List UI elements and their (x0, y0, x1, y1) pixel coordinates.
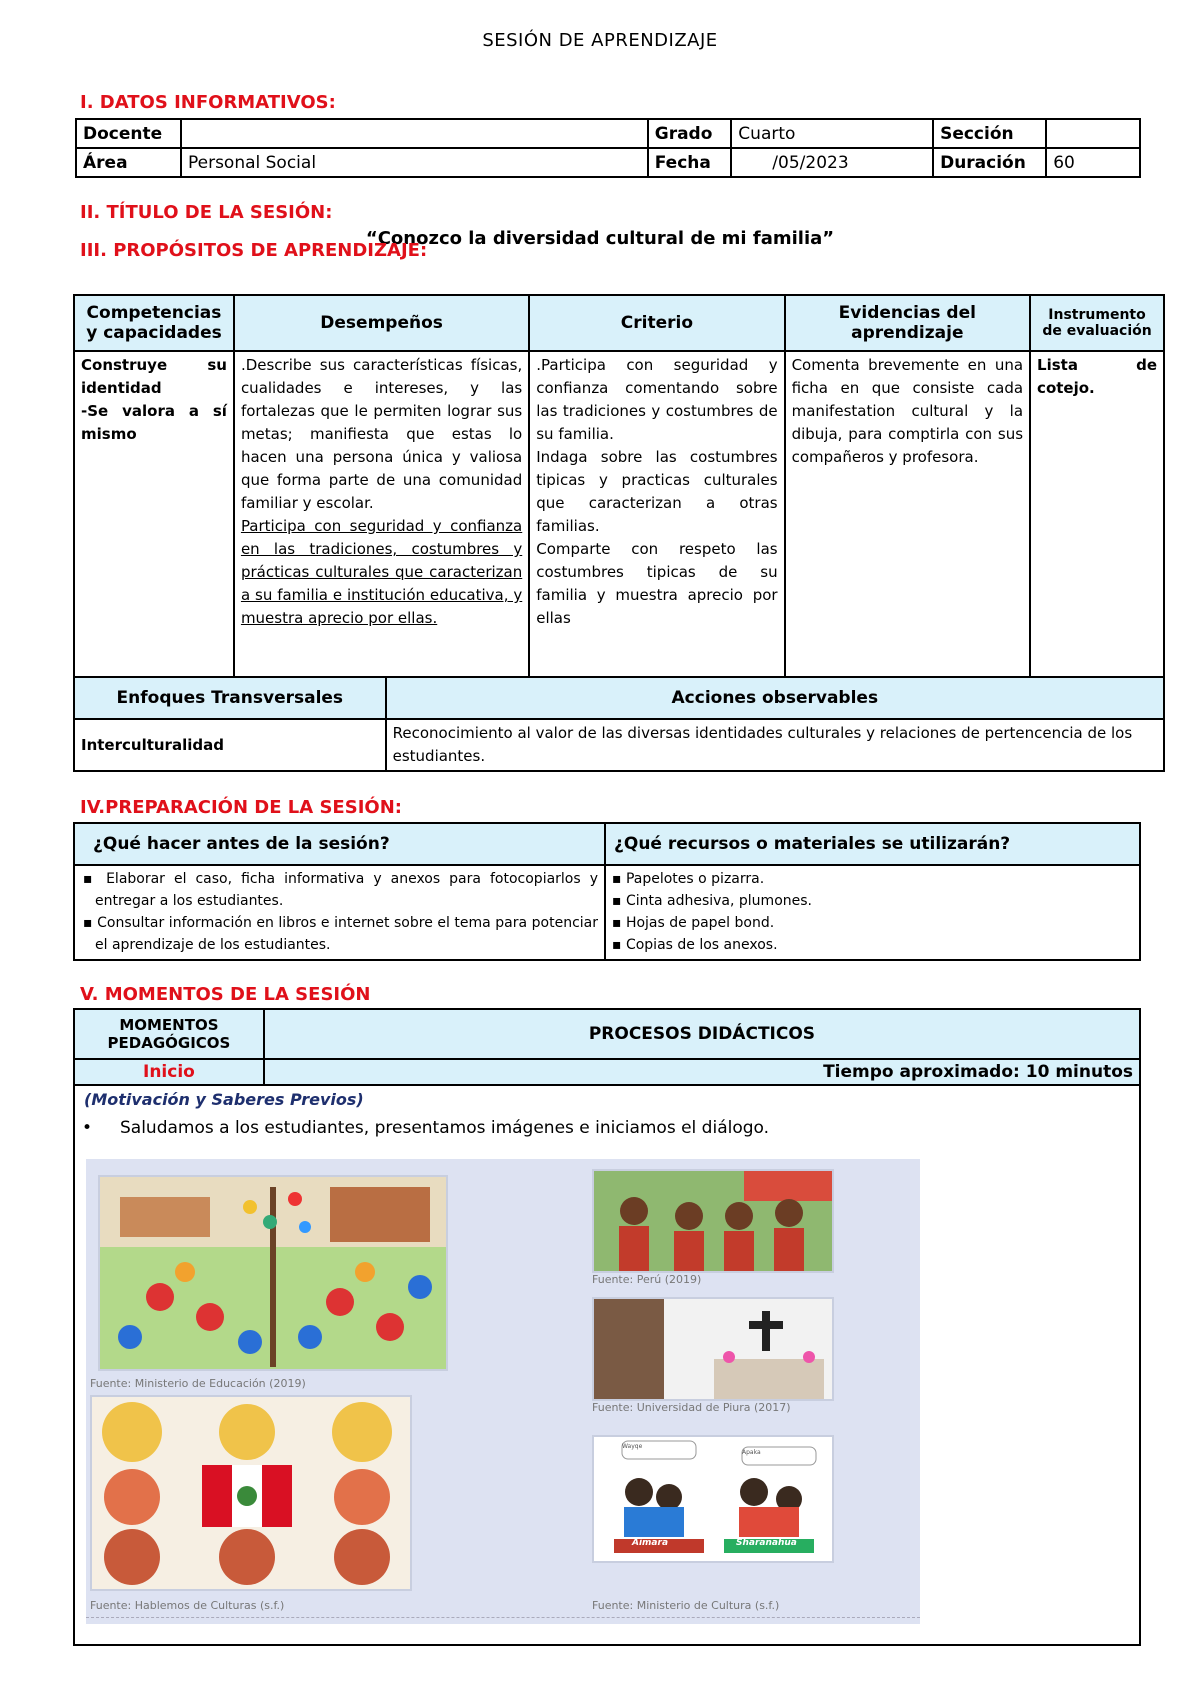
section-1-heading: I. DATOS INFORMATIVOS: (80, 92, 336, 113)
caption-2: Fuente: Perú (2019) (592, 1273, 702, 1286)
area-value: Personal Social (181, 148, 648, 177)
area-label: Área (76, 148, 181, 177)
acciones-cell: Reconocimiento al valor de las diversas identidades culturales y relaciones de pertencencia de los estudiantes. (386, 719, 1164, 771)
people-photo (592, 1169, 834, 1273)
motivacion-label: (Motivación y Saberes Previos) (84, 1090, 364, 1109)
speech-bubble-1: Wayqe (622, 1443, 643, 1450)
competencia-text: Construye su identidad (81, 356, 227, 397)
header-instrumento: Instrumento de evaluación (1030, 295, 1164, 351)
caption-1: Fuente: Ministerio de Educación (2019) (90, 1377, 306, 1390)
session-title: “Conozco la diversidad cultural de mi familia” (365, 228, 835, 249)
language-illustration (592, 1435, 834, 1563)
criterio-1: .Participa con seguridad y confianza comentando sobre las tradiciones y costumbres de su familia. (536, 356, 778, 443)
instrumento-cell: Lista de cotejo. (1030, 351, 1164, 677)
inicio-bullet: • Saludamos a los estudiantes, presentamos imágenes e iniciamos el diálogo. (82, 1118, 770, 1138)
caption-4: Fuente: Hablemos de Culturas (s.f.) (90, 1599, 285, 1612)
datos-informativos-table (75, 118, 1141, 178)
header-criterio: Criterio (529, 295, 784, 351)
recursos-cell (605, 865, 1140, 960)
header-desempenos: Desempeños (234, 295, 529, 351)
festival-illustration (98, 1175, 448, 1371)
tiempo-label: Tiempo aproximado: 10 minutos (264, 1059, 1140, 1085)
fecha-label: Fecha (648, 148, 732, 177)
label-sharanahua: Sharanahua (736, 1538, 797, 1548)
section-2-heading: II. TÍTULO DE LA SESIÓN: (80, 202, 333, 223)
competencias-cell (74, 351, 234, 677)
grado-value: Cuarto (731, 119, 933, 148)
header-antes: ¿Qué hacer antes de la sesión? (74, 823, 605, 865)
criterio-cell (529, 351, 784, 677)
enfoques-table (73, 676, 1165, 772)
recurso-item-1: ▪ Papelotes o pizarra. (612, 871, 765, 887)
duracion-label: Duración (933, 148, 1046, 177)
header-enfoques: Enfoques Transversales (74, 677, 386, 719)
recurso-item-2: ▪ Cinta adhesiva, plumones. (612, 893, 812, 909)
enfoque-cell: Interculturalidad (74, 719, 386, 771)
docente-label: Docente (76, 119, 181, 148)
criterio-2: Indaga sobre las costumbres tipicas y practicas culturales que caracterizan a otras familias. (536, 448, 778, 535)
section-5-heading: V. MOMENTOS DE LA SESIÓN (80, 984, 371, 1005)
antes-item-1: ▪ Elaborar el caso, ficha informativa y anexos para fotocopiarlos y entregar a los estudiantes. (83, 871, 598, 909)
label-aimara: Aimara (632, 1538, 669, 1548)
header-procesos: PROCESOS DIDÁCTICOS (264, 1009, 1140, 1059)
criterio-3: Comparte con respeto las costumbres tipicas de su familia y muestra aprecio por ellas (536, 540, 778, 627)
antes-cell (74, 865, 605, 960)
section-3-heading: III. PROPÓSITOS DE APRENDIZAJE: (80, 240, 428, 261)
grado-label: Grado (648, 119, 732, 148)
header-recursos: ¿Qué recursos o materiales se utilizarán? (605, 823, 1140, 865)
collage-bottom-rule (86, 1617, 920, 1618)
desempeno-1: .Describe sus características físicas, cualidades e intereses, y las fortalezas que le permiten lograr sus metas; manifiesta que estas lo hacen una persona única y valiosa que forma parte de una comunidad familiar y escolar. (240, 356, 523, 512)
header-competencias: Competencias y capacidades (74, 295, 234, 351)
duracion-value: 60 (1046, 148, 1140, 177)
seccion-label: Sección (933, 119, 1046, 148)
header-momentos: MOMENTOS PEDAGÓGICOS (74, 1009, 264, 1059)
food-collage (90, 1395, 412, 1591)
recurso-item-4: ▪ Copias de los anexos. (612, 937, 778, 953)
seccion-value (1046, 119, 1140, 148)
altar-photo (592, 1297, 834, 1401)
section-4-heading: IV.PREPARACIÓN DE LA SESIÓN: (80, 797, 402, 818)
capacidad-text: -Se valora a sí mismo (81, 402, 227, 443)
preparacion-table (73, 822, 1141, 961)
image-collage (86, 1159, 920, 1624)
speech-bubble-2: Apaka (742, 1449, 761, 1456)
caption-5: Fuente: Ministerio de Cultura (s.f.) (592, 1599, 780, 1612)
caption-3: Fuente: Universidad de Piura (2017) (592, 1401, 791, 1414)
inicio-label: Inicio (74, 1059, 264, 1085)
header-evidencias: Evidencias del aprendizaje (785, 295, 1030, 351)
evidencias-cell: Comenta brevemente en una ficha en que consiste cada manifestation cultural y la dibuja, para comptirla con sus compañeros y profesora. (785, 351, 1030, 677)
antes-item-2: ▪ Consultar información en libros e internet sobre el tema para potenciar el aprendizaje de los estudiantes. (83, 915, 598, 953)
propositos-table (73, 294, 1165, 678)
desempenos-cell (234, 351, 529, 677)
desempeno-2: Participa con seguridad y confianza en las tradiciones, costumbres y prácticas culturales que caracterizan a su familia e institución educativa, y muestra aprecio por ellas. (240, 517, 523, 627)
document-title: SESIÓN DE APRENDIZAJE (482, 30, 718, 51)
docente-value (181, 119, 648, 148)
fecha-value: /05/2023 (731, 148, 933, 177)
header-acciones: Acciones observables (386, 677, 1164, 719)
recurso-item-3: ▪ Hojas de papel bond. (612, 915, 775, 931)
